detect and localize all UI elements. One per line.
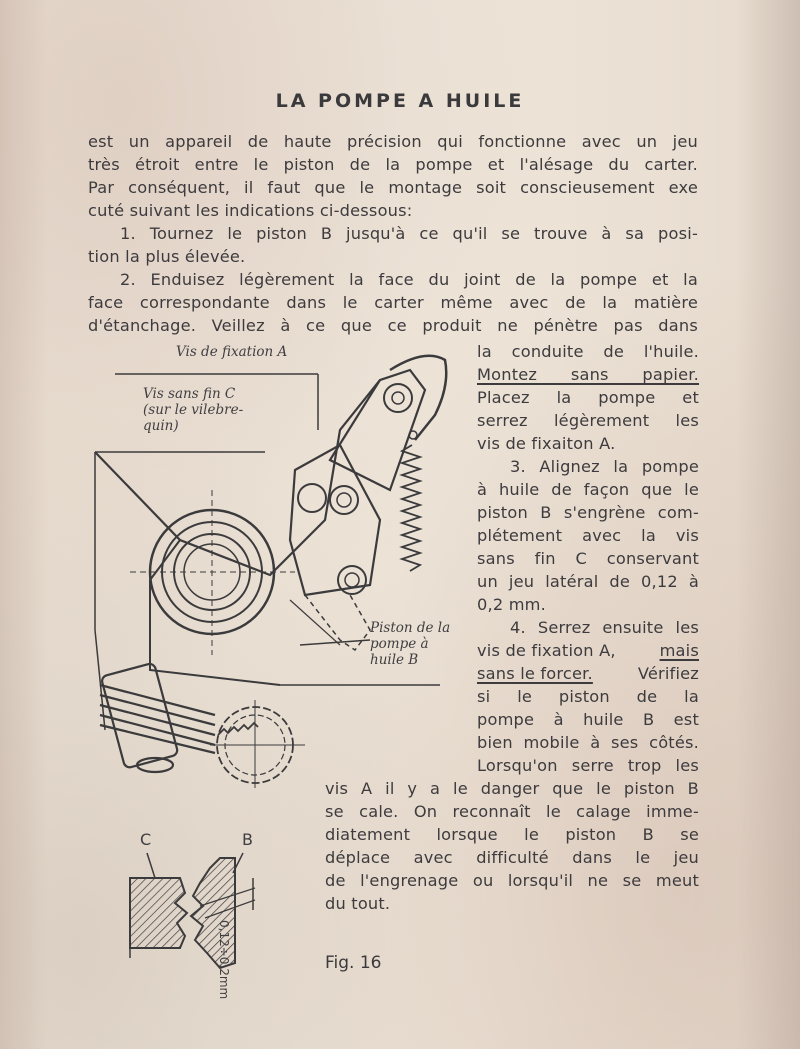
- step3-line: 0,2 mm.: [477, 595, 546, 614]
- detail-label-c: C: [140, 830, 152, 849]
- step4-line: vis de fixation A, mais: [477, 641, 699, 660]
- step4-line: 4. Serrez ensuite les: [510, 618, 699, 637]
- step4-line: si le piston de la: [477, 687, 699, 706]
- intro-line: très étroit entre le piston de la pompe et l'alésage du carter.: [88, 155, 698, 174]
- step2-line: face correspondante dans le carter même avec de la matière: [88, 293, 698, 312]
- caption-vis-fixation: Vis de fixation A: [176, 344, 288, 360]
- step4-line: déplace avec difficulté dans le jeu: [325, 848, 699, 867]
- caption-vis-sans-fin: Vis sans fin C (sur le vilebre- quin): [143, 386, 244, 434]
- step2-line: serrez légèrement les: [477, 411, 699, 430]
- step4-line: bien mobile à ses côtés.: [477, 733, 699, 752]
- step2-line: 2. Enduisez légèrement la face du joint de la pompe et la: [120, 270, 698, 289]
- oil-pump-illustration: [90, 340, 560, 790]
- step4-line: diatement lorsque le piston B se: [325, 825, 699, 844]
- step1-line: 1. Tournez le piston B jusqu'à ce qu'il se trouve à sa posi-: [120, 224, 698, 243]
- step3-line: 3. Alignez la pompe: [510, 457, 699, 476]
- figure-label: Fig. 16: [325, 953, 382, 973]
- step4-line: de l'engrenage ou lorsqu'il ne se meut: [325, 871, 699, 890]
- clearance-dimension: 0,12÷0,2mm: [217, 920, 231, 1000]
- detail-label-b: B: [242, 830, 253, 849]
- step3-line: un jeu latéral de 0,12 à: [477, 572, 699, 591]
- intro-line: est un appareil de haute précision qui fonctionne avec un jeu: [88, 132, 698, 151]
- step2-underlined: Montez sans papier.: [477, 365, 699, 384]
- step2-line: la conduite de l'huile.: [477, 342, 699, 361]
- step4-line: sans le forcer. Vérifiez: [477, 664, 699, 683]
- step4-line: se cale. On reconnaît le calage imme-: [325, 802, 699, 821]
- step3-line: à huile de façon que le: [477, 480, 699, 499]
- step2-line: vis de fixaiton A.: [477, 434, 616, 453]
- step4-line: du tout.: [325, 894, 391, 913]
- intro-line: Par conséquent, il faut que le montage soit conscieusement exe: [88, 178, 698, 197]
- step2-line: Placez la pompe et: [477, 388, 699, 407]
- caption-piston: Piston de la pompe à huile B: [370, 620, 451, 668]
- step4-line: Lorsqu'on serre trop les: [477, 756, 699, 775]
- step3-line: plétement avec la vis: [477, 526, 699, 545]
- page-title: LA POMPE A HUILE: [275, 90, 525, 112]
- step1-line: tion la plus élevée.: [88, 247, 246, 266]
- step4-line: pompe à huile B est: [477, 710, 699, 729]
- step3-line: piston B s'engrène com-: [477, 503, 699, 522]
- intro-line: cuté suivant les indications ci-dessous:: [88, 201, 413, 220]
- step4-line: vis A il y a le danger que le piston B: [325, 779, 699, 798]
- step2-line: d'étanchage. Veillez à ce que ce produit ne pénètre pas dans: [88, 316, 698, 335]
- step3-line: sans fin C conservant: [477, 549, 699, 568]
- gear-clearance-detail: [125, 848, 285, 978]
